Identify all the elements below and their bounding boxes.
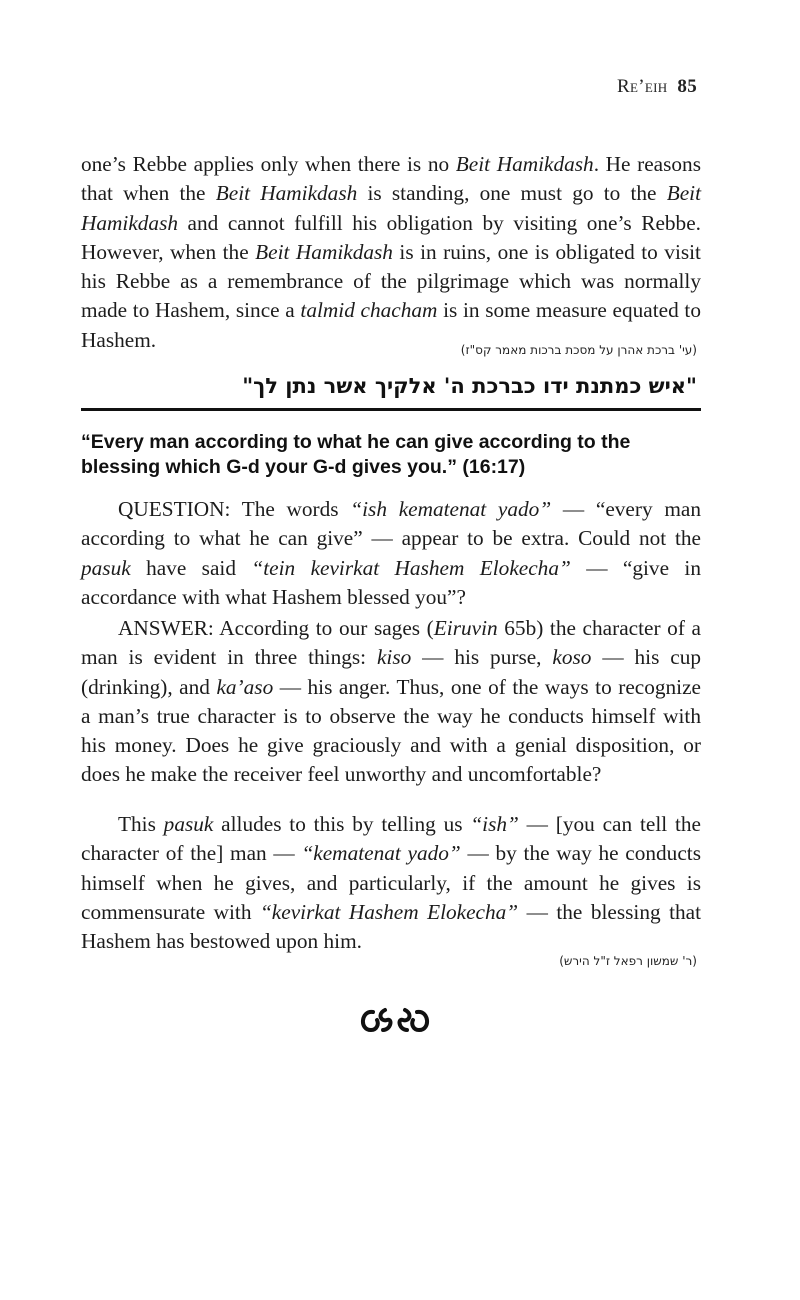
section-divider	[81, 408, 701, 411]
answer-paragraph: ANSWER: According to our sages (Eiruvin 65b) the character of a man is evident in three things: kiso — his purse, koso — his cup (drinking), and ka’aso — his anger. Thus, one of the ways to recognize a man’s true character is to observe the way he conducts himself with his money. Does he give graciously and with a genial disposition, or does he make the receiver feel unworthy and uncomfortable?	[81, 616, 701, 787]
paragraph-continuation: one’s Rebbe applies only when there is no Beit Hamikdash. He reasons that when the Beit Hamikdash is standing, one must go to the Beit Hamikdash and cannot fulfill his obligation by visiting one’s Rebbe. However, when the Beit Hamikdash is in ruins, one is obligated to visit his Rebbe as a remembrance of the pilgrimage which was normally made to Hashem, since a talmid chacham is in some measure equated to Hashem.	[81, 152, 702, 352]
page-number: 85	[677, 76, 697, 97]
source-citation: (ר' שמשון רפאל ז"ל הירש)	[559, 954, 697, 968]
hebrew-verse-title: "איש כמתנת ידו כברכת ה' אלקיך אשר נתן לך"	[242, 374, 697, 398]
question-paragraph: QUESTION: The words “ish kematenat yado” — “every man according to what he can give” — appear to be extra. Could not the pasuk have said “tein kevirkat Hashem Elokecha” — “give in accordance with what Hashem blessed you”?	[81, 497, 701, 609]
english-verse-title: “Every man according to what he can give according to the blessing which G-d your G-d gives you.” (16:17)	[81, 431, 631, 478]
fleuron-ornament-icon	[355, 1000, 435, 1040]
explanation-paragraph: This pasuk alludes to this by telling us “ish” — [you can tell the character of the] man — “kematenat yado” — by the way he conducts himself when he gives, and particularly, if the amount he gives is commensurate with “kevirkat Hashem Elokecha” — the blessing that Hashem has bestowed upon him.	[81, 812, 702, 954]
running-header	[617, 76, 697, 98]
source-citation: (עי' ברכת אהרן על מסכת ברכות מאמר קס"ז)	[460, 343, 697, 357]
running-title: Re’eih	[616, 76, 668, 97]
